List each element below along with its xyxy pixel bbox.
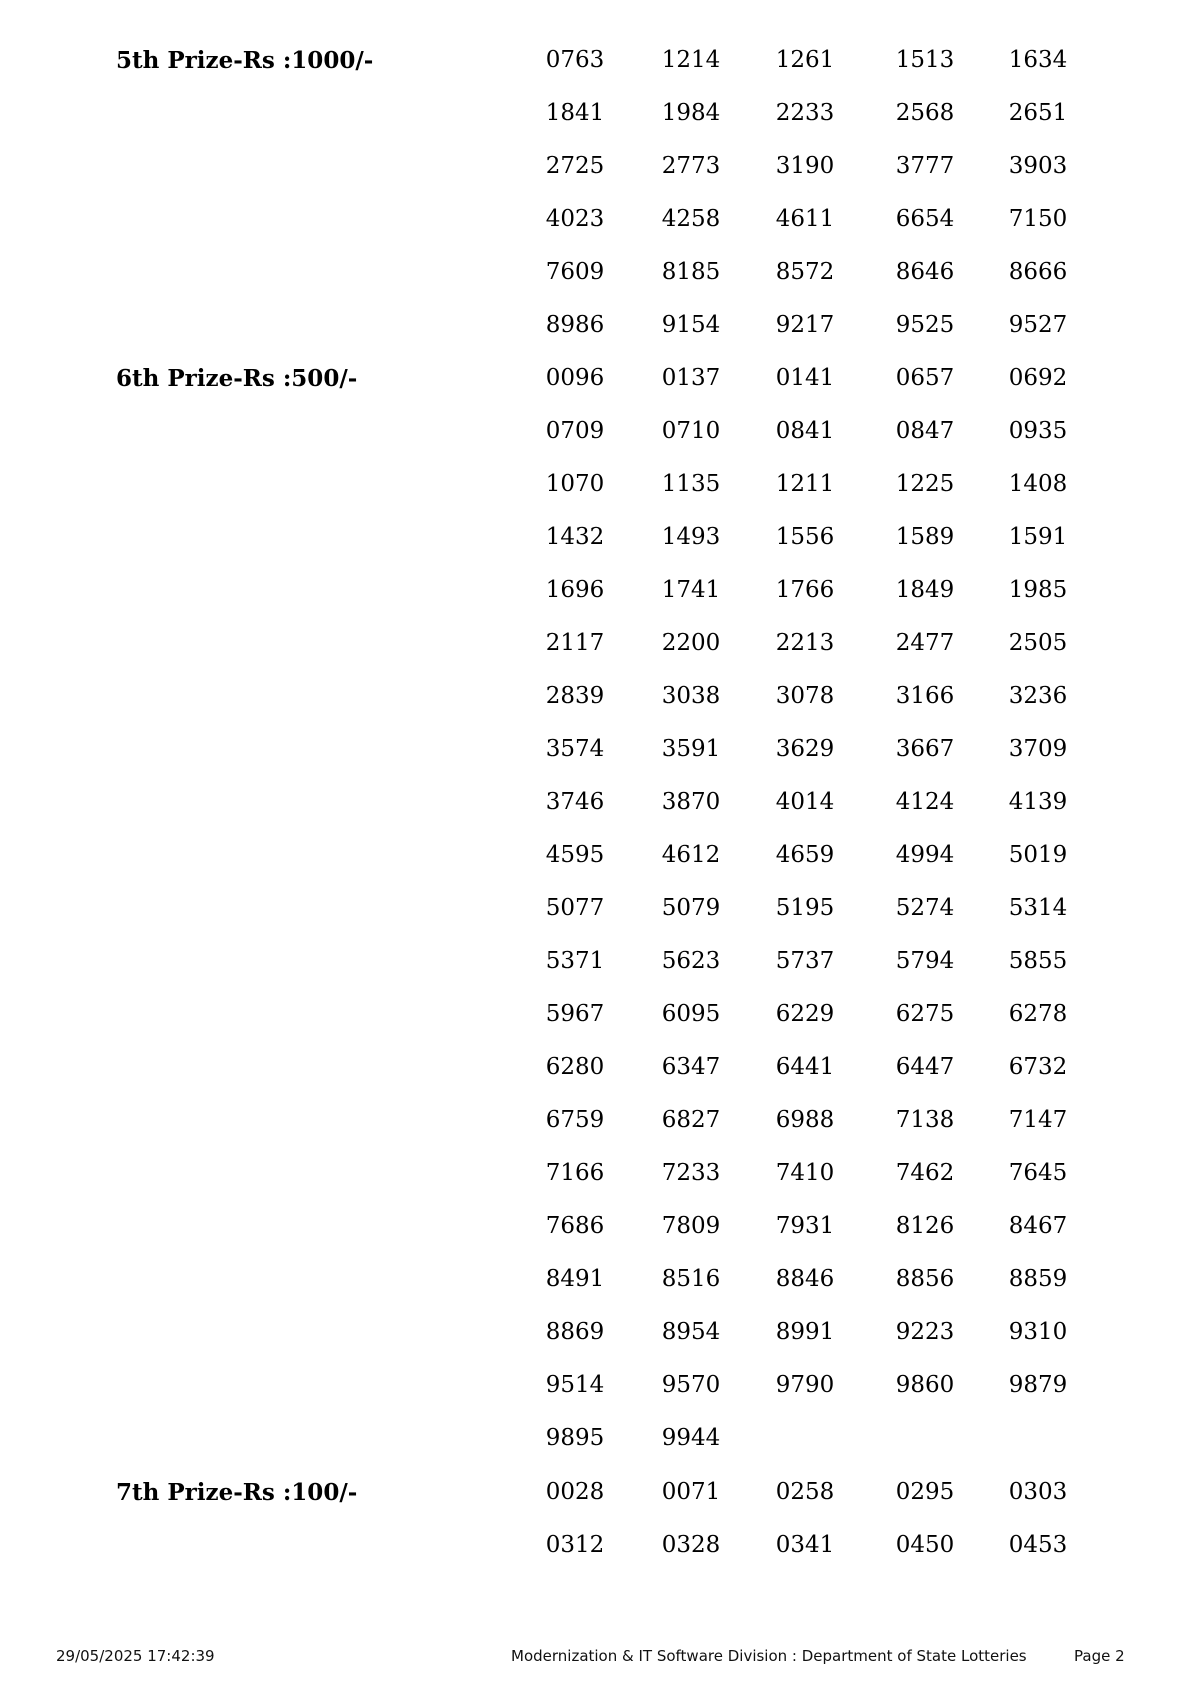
- ticket-number: 2568: [895, 100, 955, 126]
- ticket-number: 1741: [661, 577, 721, 603]
- number-row: [0, 723, 1190, 776]
- ticket-number: 0935: [1008, 418, 1068, 444]
- ticket-number: 7233: [661, 1160, 721, 1186]
- footer-division: Modernization & IT Software Division : Department of State Lotteries: [511, 1647, 1027, 1665]
- ticket-number: 8491: [545, 1266, 605, 1292]
- ticket-number: 2839: [545, 683, 605, 709]
- ticket-number: 1493: [661, 524, 721, 550]
- ticket-number: 4124: [895, 789, 955, 815]
- ticket-number: 0141: [775, 365, 835, 391]
- ticket-number: 1556: [775, 524, 835, 550]
- number-row: [0, 1200, 1190, 1253]
- ticket-number: 1211: [775, 471, 835, 497]
- ticket-number: 1591: [1008, 524, 1068, 550]
- ticket-number: 8856: [895, 1266, 955, 1292]
- number-grid: [0, 1466, 1190, 1572]
- ticket-number: 5195: [775, 895, 835, 921]
- number-grid: [0, 34, 1190, 352]
- ticket-number: 0028: [545, 1479, 605, 1505]
- ticket-number: 9944: [661, 1425, 721, 1451]
- ticket-number: 7931: [775, 1213, 835, 1239]
- ticket-number: 8516: [661, 1266, 721, 1292]
- ticket-number: 0692: [1008, 365, 1068, 391]
- ticket-number: 2117: [545, 630, 605, 656]
- ticket-number: 0096: [545, 365, 605, 391]
- number-row: [0, 352, 1190, 405]
- prize-label: 7th Prize-Rs :100/-: [116, 1479, 358, 1506]
- ticket-number: 6275: [895, 1001, 955, 1027]
- ticket-number: 5079: [661, 895, 721, 921]
- ticket-number: 1513: [895, 47, 955, 73]
- ticket-number: 6441: [775, 1054, 835, 1080]
- ticket-number: 9895: [545, 1425, 605, 1451]
- ticket-number: 5274: [895, 895, 955, 921]
- ticket-number: 3709: [1008, 736, 1068, 762]
- ticket-number: 6654: [895, 206, 955, 232]
- ticket-number: 0453: [1008, 1532, 1068, 1558]
- number-row: [0, 1094, 1190, 1147]
- number-row: [0, 511, 1190, 564]
- ticket-number: 7138: [895, 1107, 955, 1133]
- ticket-number: 6280: [545, 1054, 605, 1080]
- ticket-number: 9860: [895, 1372, 955, 1398]
- ticket-number: 0328: [661, 1532, 721, 1558]
- ticket-number: 4994: [895, 842, 955, 868]
- ticket-number: 9527: [1008, 312, 1068, 338]
- number-row: [0, 829, 1190, 882]
- number-row: [0, 670, 1190, 723]
- ticket-number: 3667: [895, 736, 955, 762]
- number-row: [0, 882, 1190, 935]
- ticket-number: 1432: [545, 524, 605, 550]
- ticket-number: 8666: [1008, 259, 1068, 285]
- ticket-number: 4595: [545, 842, 605, 868]
- number-row: [0, 193, 1190, 246]
- ticket-number: 1841: [545, 100, 605, 126]
- ticket-number: 1214: [661, 47, 721, 73]
- ticket-number: 9525: [895, 312, 955, 338]
- ticket-number: 2773: [661, 153, 721, 179]
- ticket-number: 8467: [1008, 1213, 1068, 1239]
- ticket-number: 8991: [775, 1319, 835, 1345]
- footer-page-number: Page 2: [1074, 1647, 1125, 1665]
- ticket-number: 7150: [1008, 206, 1068, 232]
- ticket-number: 5737: [775, 948, 835, 974]
- ticket-number: 3591: [661, 736, 721, 762]
- ticket-number: 0847: [895, 418, 955, 444]
- ticket-number: 2233: [775, 100, 835, 126]
- ticket-number: 0763: [545, 47, 605, 73]
- ticket-number: 7686: [545, 1213, 605, 1239]
- ticket-number: 4023: [545, 206, 605, 232]
- ticket-number: 3574: [545, 736, 605, 762]
- ticket-number: 1696: [545, 577, 605, 603]
- ticket-number: 1766: [775, 577, 835, 603]
- ticket-number: 0295: [895, 1479, 955, 1505]
- ticket-number: 4611: [775, 206, 835, 232]
- ticket-number: 3870: [661, 789, 721, 815]
- ticket-number: 6229: [775, 1001, 835, 1027]
- ticket-number: 2725: [545, 153, 605, 179]
- ticket-number: 3777: [895, 153, 955, 179]
- ticket-number: 0657: [895, 365, 955, 391]
- number-row: [0, 1466, 1190, 1519]
- ticket-number: 7809: [661, 1213, 721, 1239]
- ticket-number: 9217: [775, 312, 835, 338]
- number-row: [0, 1306, 1190, 1359]
- ticket-number: 2477: [895, 630, 955, 656]
- ticket-number: 6759: [545, 1107, 605, 1133]
- ticket-number: 9570: [661, 1372, 721, 1398]
- ticket-number: 3190: [775, 153, 835, 179]
- number-row: [0, 1412, 1190, 1465]
- ticket-number: 7166: [545, 1160, 605, 1186]
- ticket-number: 8954: [661, 1319, 721, 1345]
- ticket-number: 5314: [1008, 895, 1068, 921]
- ticket-number: 0709: [545, 418, 605, 444]
- ticket-number: 8572: [775, 259, 835, 285]
- ticket-number: 4258: [661, 206, 721, 232]
- number-row: [0, 246, 1190, 299]
- ticket-number: 7462: [895, 1160, 955, 1186]
- ticket-number: 7645: [1008, 1160, 1068, 1186]
- ticket-number: 5967: [545, 1001, 605, 1027]
- ticket-number: 0071: [661, 1479, 721, 1505]
- ticket-number: 9879: [1008, 1372, 1068, 1398]
- number-row: [0, 617, 1190, 670]
- ticket-number: 6278: [1008, 1001, 1068, 1027]
- ticket-number: 1408: [1008, 471, 1068, 497]
- number-row: [0, 1041, 1190, 1094]
- ticket-number: 0137: [661, 365, 721, 391]
- ticket-number: 6447: [895, 1054, 955, 1080]
- ticket-number: 1070: [545, 471, 605, 497]
- ticket-number: 4659: [775, 842, 835, 868]
- ticket-number: 2200: [661, 630, 721, 656]
- ticket-number: 2505: [1008, 630, 1068, 656]
- ticket-number: 5077: [545, 895, 605, 921]
- ticket-number: 5794: [895, 948, 955, 974]
- number-row: [0, 458, 1190, 511]
- number-row: [0, 1359, 1190, 1412]
- number-grid: [0, 352, 1190, 1465]
- ticket-number: 0303: [1008, 1479, 1068, 1505]
- ticket-number: 5855: [1008, 948, 1068, 974]
- number-row: [0, 34, 1190, 87]
- ticket-number: 8986: [545, 312, 605, 338]
- number-row: [0, 140, 1190, 193]
- ticket-number: 4139: [1008, 789, 1068, 815]
- number-row: [0, 87, 1190, 140]
- ticket-number: 0312: [545, 1532, 605, 1558]
- ticket-number: 9154: [661, 312, 721, 338]
- ticket-number: 7609: [545, 259, 605, 285]
- ticket-number: 1985: [1008, 577, 1068, 603]
- ticket-number: 7147: [1008, 1107, 1068, 1133]
- prize-label: 6th Prize-Rs :500/-: [116, 365, 358, 392]
- number-row: [0, 564, 1190, 617]
- ticket-number: 1261: [775, 47, 835, 73]
- number-row: [0, 935, 1190, 988]
- ticket-number: 0450: [895, 1532, 955, 1558]
- ticket-number: 1634: [1008, 47, 1068, 73]
- ticket-number: 5623: [661, 948, 721, 974]
- ticket-number: 0710: [661, 418, 721, 444]
- ticket-number: 8646: [895, 259, 955, 285]
- ticket-number: 6988: [775, 1107, 835, 1133]
- ticket-number: 3038: [661, 683, 721, 709]
- ticket-number: 1225: [895, 471, 955, 497]
- ticket-number: 2213: [775, 630, 835, 656]
- ticket-number: 6827: [661, 1107, 721, 1133]
- ticket-number: 1135: [661, 471, 721, 497]
- ticket-number: 4014: [775, 789, 835, 815]
- ticket-number: 1984: [661, 100, 721, 126]
- number-row: [0, 988, 1190, 1041]
- ticket-number: 4612: [661, 842, 721, 868]
- ticket-number: 3166: [895, 683, 955, 709]
- number-row: [0, 1253, 1190, 1306]
- prize-label: 5th Prize-Rs :1000/-: [116, 47, 374, 74]
- number-row: [0, 1147, 1190, 1200]
- ticket-number: 5019: [1008, 842, 1068, 868]
- ticket-number: 8869: [545, 1319, 605, 1345]
- number-row: [0, 1519, 1190, 1572]
- ticket-number: 1849: [895, 577, 955, 603]
- ticket-number: 9223: [895, 1319, 955, 1345]
- ticket-number: 3236: [1008, 683, 1068, 709]
- ticket-number: 3903: [1008, 153, 1068, 179]
- ticket-number: 3078: [775, 683, 835, 709]
- number-row: [0, 405, 1190, 458]
- number-row: [0, 776, 1190, 829]
- ticket-number: 9310: [1008, 1319, 1068, 1345]
- footer-timestamp: 29/05/2025 17:42:39: [56, 1647, 215, 1665]
- ticket-number: 0841: [775, 418, 835, 444]
- ticket-number: 8185: [661, 259, 721, 285]
- ticket-number: 3746: [545, 789, 605, 815]
- ticket-number: 0341: [775, 1532, 835, 1558]
- ticket-number: 0258: [775, 1479, 835, 1505]
- ticket-number: 3629: [775, 736, 835, 762]
- ticket-number: 9790: [775, 1372, 835, 1398]
- ticket-number: 8846: [775, 1266, 835, 1292]
- ticket-number: 2651: [1008, 100, 1068, 126]
- ticket-number: 1589: [895, 524, 955, 550]
- ticket-number: 7410: [775, 1160, 835, 1186]
- ticket-number: 8859: [1008, 1266, 1068, 1292]
- ticket-number: 6095: [661, 1001, 721, 1027]
- ticket-number: 9514: [545, 1372, 605, 1398]
- ticket-number: 6732: [1008, 1054, 1068, 1080]
- number-row: [0, 299, 1190, 352]
- ticket-number: 6347: [661, 1054, 721, 1080]
- ticket-number: 5371: [545, 948, 605, 974]
- ticket-number: 8126: [895, 1213, 955, 1239]
